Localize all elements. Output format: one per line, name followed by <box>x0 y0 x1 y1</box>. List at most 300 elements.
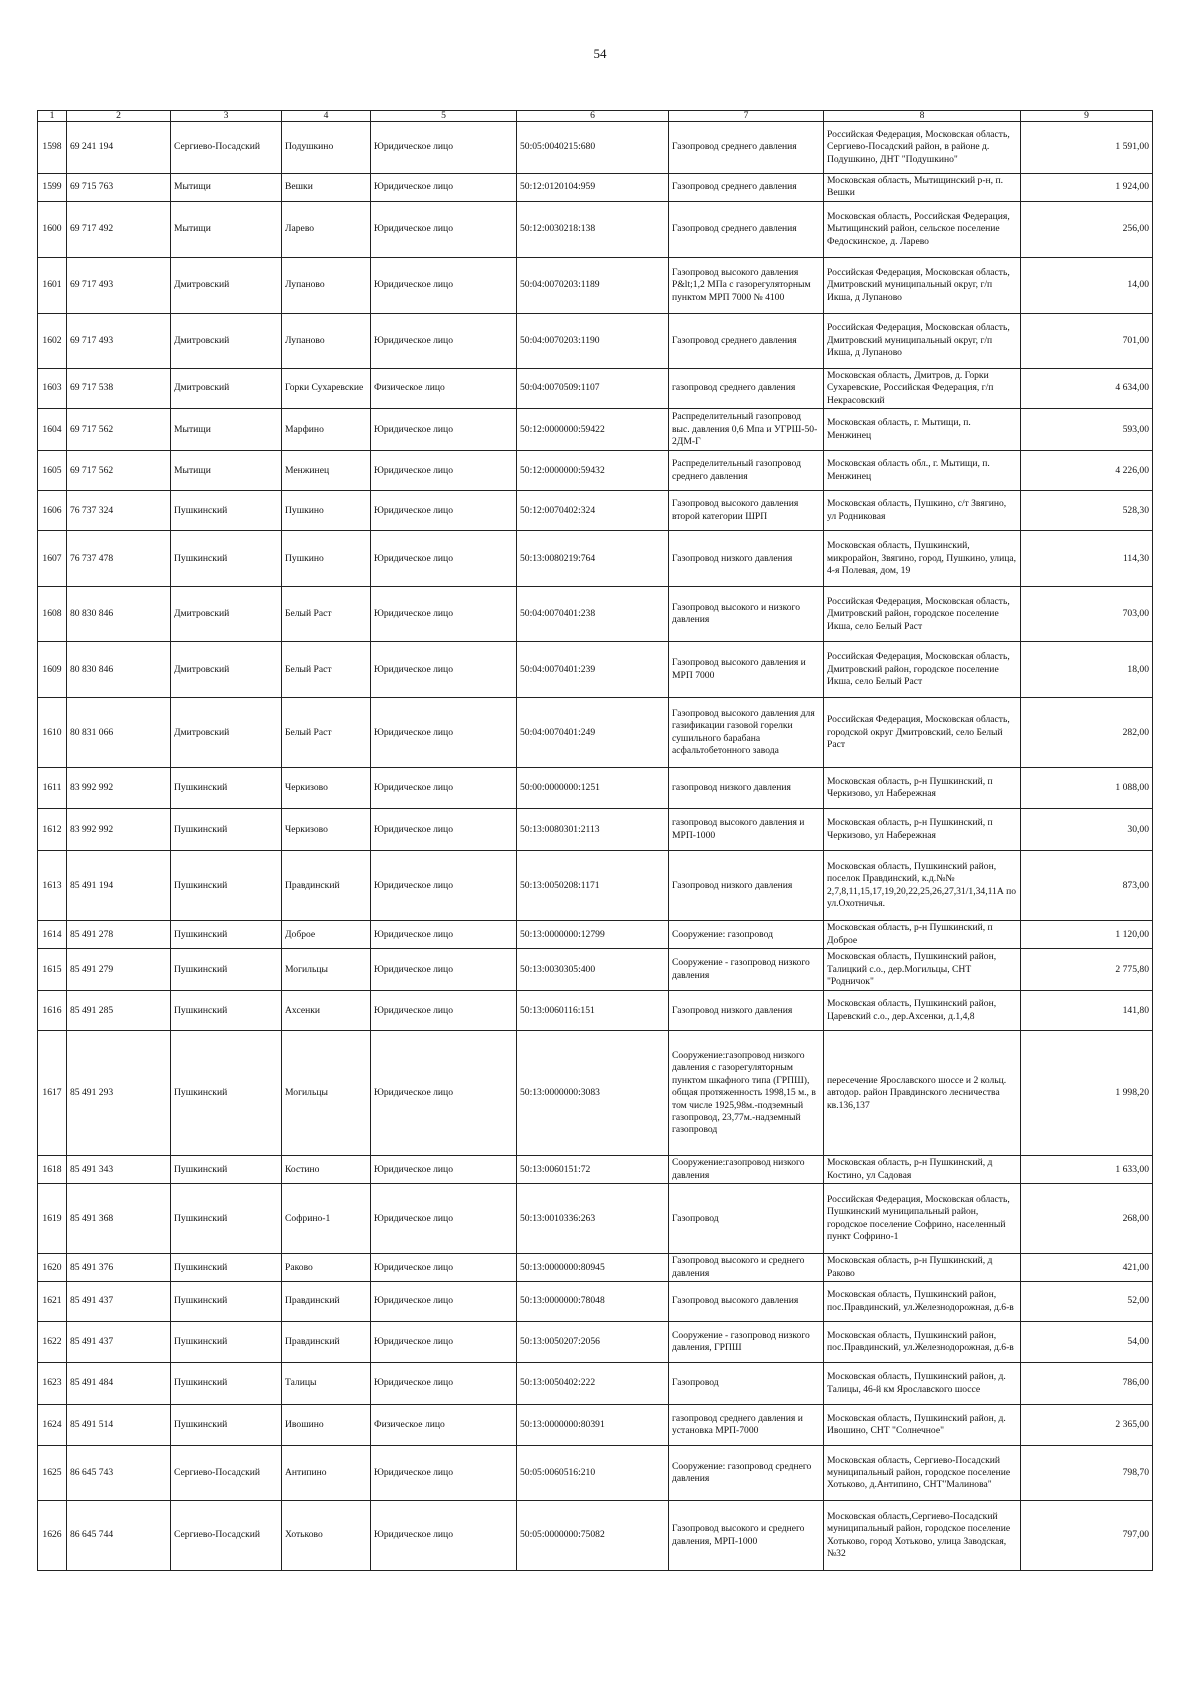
table-row <box>38 313 1153 368</box>
table-row <box>38 122 1153 174</box>
cadastral-number-cell: 50:12:0000000:59422 <box>517 409 669 451</box>
district-cell: Пушкинский <box>171 491 282 531</box>
table-row <box>38 949 1153 991</box>
okato-code-cell: 85 491 293 <box>67 1031 171 1156</box>
cadastral-number-cell: 50:13:0060151:72 <box>517 1156 669 1184</box>
district-cell: Пушкинский <box>171 1031 282 1156</box>
column-number: 5 <box>371 111 517 122</box>
object-name-cell: газопровод среднего давления и установка МРП-7000 <box>669 1405 824 1446</box>
district-cell: Сергиево-Посадский <box>171 1501 282 1571</box>
owner-type-cell: Юридическое лицо <box>371 201 517 257</box>
owner-type-cell: Юридическое лицо <box>371 768 517 809</box>
address-cell: Московская область, р-н Пушкинский, п Доброе <box>824 921 1021 949</box>
owner-type-cell: Юридическое лицо <box>371 1254 517 1282</box>
okato-code-cell: 76 737 478 <box>67 531 171 587</box>
okato-code-cell: 85 491 279 <box>67 949 171 991</box>
address-cell: Московская область, Пушкинский район, д. Талицы, 46-й км Ярославского шоссе <box>824 1363 1021 1405</box>
okato-code-cell: 80 830 846 <box>67 587 171 642</box>
row-number-cell: 1621 <box>38 1282 67 1322</box>
cadastral-number-cell: 50:13:0010336:263 <box>517 1184 669 1254</box>
owner-type-cell: Юридическое лицо <box>371 921 517 949</box>
okato-code-cell: 85 491 194 <box>67 851 171 921</box>
object-name-cell: Сооружение - газопровод низкого давления <box>669 949 824 991</box>
object-name-cell: Газопровод высокого давления и МРП 7000 <box>669 642 824 698</box>
okato-code-cell: 80 831 066 <box>67 698 171 768</box>
cadastral-number-cell: 50:04:0070203:1189 <box>517 257 669 313</box>
column-number: 7 <box>669 111 824 122</box>
length-value-cell: 2 775,80 <box>1021 949 1153 991</box>
district-cell: Мытищи <box>171 409 282 451</box>
table-row <box>38 642 1153 698</box>
row-number-cell: 1626 <box>38 1501 67 1571</box>
settlement-cell: Костино <box>282 1156 371 1184</box>
row-number-cell: 1607 <box>38 531 67 587</box>
settlement-cell: Талицы <box>282 1363 371 1405</box>
row-number-cell: 1613 <box>38 851 67 921</box>
okato-code-cell: 76 737 324 <box>67 491 171 531</box>
object-name-cell: Сооружение: газопровод среднего давления <box>669 1446 824 1501</box>
address-cell: Московская область, Пушкинский район, д. Ивошино, СНТ "Солнечное" <box>824 1405 1021 1446</box>
object-name-cell: Газопровод высокого давления <box>669 1282 824 1322</box>
cadastral-number-cell: 50:13:0060116:151 <box>517 991 669 1031</box>
owner-type-cell: Юридическое лицо <box>371 1184 517 1254</box>
owner-type-cell: Юридическое лицо <box>371 991 517 1031</box>
length-value-cell: 1 924,00 <box>1021 174 1153 202</box>
cadastral-number-cell: 50:05:0060516:210 <box>517 1446 669 1501</box>
settlement-cell: Белый Раст <box>282 587 371 642</box>
length-value-cell: 2 365,00 <box>1021 1405 1153 1446</box>
row-number-cell: 1624 <box>38 1405 67 1446</box>
row-number-cell: 1625 <box>38 1446 67 1501</box>
address-cell: Московская область, Пушкинский район, пос.Правдинский, ул.Железнодорожная, д.6-в <box>824 1322 1021 1363</box>
table-row <box>38 1322 1153 1363</box>
table-row <box>38 491 1153 531</box>
column-number: 9 <box>1021 111 1153 122</box>
owner-type-cell: Юридическое лицо <box>371 122 517 174</box>
row-number-cell: 1619 <box>38 1184 67 1254</box>
owner-type-cell: Юридическое лицо <box>371 531 517 587</box>
district-cell: Мытищи <box>171 174 282 202</box>
okato-code-cell: 69 717 562 <box>67 451 171 491</box>
object-name-cell: Газопровод высокого и среднего давления <box>669 1254 824 1282</box>
object-name-cell: Газопровод высокого давления второй категории ШРП <box>669 491 824 531</box>
length-value-cell: 1 633,00 <box>1021 1156 1153 1184</box>
district-cell: Мытищи <box>171 201 282 257</box>
owner-type-cell: Юридическое лицо <box>371 491 517 531</box>
table-row <box>38 809 1153 851</box>
okato-code-cell: 85 491 437 <box>67 1322 171 1363</box>
settlement-cell: Подушкино <box>282 122 371 174</box>
row-number-cell: 1620 <box>38 1254 67 1282</box>
district-cell: Пушкинский <box>171 1184 282 1254</box>
address-cell: Московская область, Пушкинский район, поселок Правдинский, к.д.№№ 2,7,8,11,15,17,19,20,22,25,26,27,31/1,34,11А по ул.Охотничья. <box>824 851 1021 921</box>
cadastral-number-cell: 50:13:0080301:2113 <box>517 809 669 851</box>
owner-type-cell: Юридическое лицо <box>371 313 517 368</box>
owner-type-cell: Юридическое лицо <box>371 1501 517 1571</box>
cadastral-number-cell: 50:00:0000000:1251 <box>517 768 669 809</box>
cadastral-number-cell: 50:13:0000000:78048 <box>517 1282 669 1322</box>
length-value-cell: 30,00 <box>1021 809 1153 851</box>
address-cell: Российская Федерация, Московская область, Дмитровский район, городское поселение Икша, село Белый Раст <box>824 642 1021 698</box>
length-value-cell: 873,00 <box>1021 851 1153 921</box>
cadastral-number-cell: 50:04:0070401:238 <box>517 587 669 642</box>
object-name-cell: Газопровод среднего давления <box>669 313 824 368</box>
object-name-cell: Газопровод среднего давления <box>669 174 824 202</box>
address-cell: Московская область, Сергиево-Посадский муниципальный район, городское поселение Хотьково, д.Антипино, СНТ"Малинова" <box>824 1446 1021 1501</box>
okato-code-cell: 83 992 992 <box>67 768 171 809</box>
district-cell: Дмитровский <box>171 257 282 313</box>
table-row <box>38 851 1153 921</box>
owner-type-cell: Юридическое лицо <box>371 698 517 768</box>
district-cell: Пушкинский <box>171 949 282 991</box>
table-row <box>38 1184 1153 1254</box>
length-value-cell: 4 634,00 <box>1021 368 1153 408</box>
okato-code-cell: 85 491 484 <box>67 1363 171 1405</box>
settlement-cell: Правдинский <box>282 1282 371 1322</box>
object-name-cell: Распределительный газопровод среднего давления <box>669 451 824 491</box>
cadastral-number-cell: 50:05:0000000:75082 <box>517 1501 669 1571</box>
okato-code-cell: 85 491 376 <box>67 1254 171 1282</box>
address-cell: Российская Федерация, Московская область, Сергиево-Посадский район, в районе д. Подушкино, ДНТ "Подушкино" <box>824 122 1021 174</box>
settlement-cell: Хотьково <box>282 1501 371 1571</box>
address-cell: Российская Федерация, Московская область, Пушкинский муниципальный район, городское поселение Софрино, населенный пункт Софрино-1 <box>824 1184 1021 1254</box>
address-cell: Московская область, Мытищинский р-н, п. Вешки <box>824 174 1021 202</box>
object-name-cell: Сооружение:газопровод низкого давления с газорегуляторным пунктом шкафного типа (ГРПШ), общая протяженность 1998,15 м., в том числе 1925,98м.-подземный газопровод, 23,77м.-надземный газопровод <box>669 1031 824 1156</box>
district-cell: Сергиево-Посадский <box>171 1446 282 1501</box>
object-name-cell: Газопровод высокого и среднего давления, МРП-1000 <box>669 1501 824 1571</box>
district-cell: Пушкинский <box>171 1322 282 1363</box>
row-number-cell: 1615 <box>38 949 67 991</box>
owner-type-cell: Юридическое лицо <box>371 809 517 851</box>
length-value-cell: 282,00 <box>1021 698 1153 768</box>
settlement-cell: Горки Сухаревские <box>282 368 371 408</box>
okato-code-cell: 80 830 846 <box>67 642 171 698</box>
district-cell: Пушкинский <box>171 768 282 809</box>
register-body <box>38 122 1153 1571</box>
settlement-cell: Софрино-1 <box>282 1184 371 1254</box>
table-row <box>38 531 1153 587</box>
address-cell: Московская область, р-н Пушкинский, д Раково <box>824 1254 1021 1282</box>
settlement-cell: Черкизово <box>282 809 371 851</box>
cadastral-number-cell: 50:12:0120104:959 <box>517 174 669 202</box>
row-number-cell: 1608 <box>38 587 67 642</box>
table-row <box>38 368 1153 408</box>
settlement-cell: Лупаново <box>282 257 371 313</box>
owner-type-cell: Юридическое лицо <box>371 1031 517 1156</box>
row-number-cell: 1614 <box>38 921 67 949</box>
district-cell: Мытищи <box>171 451 282 491</box>
owner-type-cell: Юридическое лицо <box>371 587 517 642</box>
row-number-cell: 1623 <box>38 1363 67 1405</box>
district-cell: Пушкинский <box>171 809 282 851</box>
object-name-cell: Газопровод среднего давления <box>669 201 824 257</box>
length-value-cell: 18,00 <box>1021 642 1153 698</box>
object-name-cell: Газопровод высокого давления P&lt;1,2 МПа с газорегуляторным пунктом МРП 7000 № 4100 <box>669 257 824 313</box>
object-name-cell: газопровод среднего давления <box>669 368 824 408</box>
object-name-cell: Газопровод низкого давления <box>669 851 824 921</box>
table-row <box>38 201 1153 257</box>
owner-type-cell: Физическое лицо <box>371 1405 517 1446</box>
row-number-cell: 1601 <box>38 257 67 313</box>
object-name-cell: Газопровод низкого давления <box>669 991 824 1031</box>
object-name-cell: Газопровод высокого давления для газификации газовой горелки сушильного барабана асфальтобетонного завода <box>669 698 824 768</box>
object-name-cell: Сооружение:газопровод низкого давления <box>669 1156 824 1184</box>
settlement-cell: Менжинец <box>282 451 371 491</box>
address-cell: Московская область, Дмитров, д. Горки Сухаревские, Российская Федерация, г/п Некрасовский <box>824 368 1021 408</box>
okato-code-cell: 69 715 763 <box>67 174 171 202</box>
okato-code-cell: 85 491 343 <box>67 1156 171 1184</box>
district-cell: Дмитровский <box>171 587 282 642</box>
length-value-cell: 1 120,00 <box>1021 921 1153 949</box>
settlement-cell: Марфино <box>282 409 371 451</box>
cadastral-number-cell: 50:05:0040215:680 <box>517 122 669 174</box>
object-name-cell: Газопровод низкого давления <box>669 531 824 587</box>
cadastral-number-cell: 50:13:0050402:222 <box>517 1363 669 1405</box>
okato-code-cell: 86 645 743 <box>67 1446 171 1501</box>
row-number-cell: 1605 <box>38 451 67 491</box>
length-value-cell: 14,00 <box>1021 257 1153 313</box>
length-value-cell: 703,00 <box>1021 587 1153 642</box>
address-cell: Российская Федерация, Московская область, Дмитровский район, городское поселение Икша, село Белый Раст <box>824 587 1021 642</box>
okato-code-cell: 69 717 562 <box>67 409 171 451</box>
address-cell: Московская область, р-н Пушкинский, д Костино, ул Садовая <box>824 1156 1021 1184</box>
settlement-cell: Правдинский <box>282 1322 371 1363</box>
okato-code-cell: 85 491 285 <box>67 991 171 1031</box>
settlement-cell: Доброе <box>282 921 371 949</box>
table-row <box>38 1282 1153 1322</box>
cadastral-number-cell: 50:04:0070509:1107 <box>517 368 669 408</box>
district-cell: Дмитровский <box>171 698 282 768</box>
address-cell: Московская область, Российская Федерация, Мытищинский район, сельское поселение Федоскинское, д. Ларево <box>824 201 1021 257</box>
cadastral-number-cell: 50:13:0000000:80391 <box>517 1405 669 1446</box>
length-value-cell: 268,00 <box>1021 1184 1153 1254</box>
object-name-cell: Газопровод среднего давления <box>669 122 824 174</box>
okato-code-cell: 85 491 514 <box>67 1405 171 1446</box>
settlement-cell: Ларево <box>282 201 371 257</box>
length-value-cell: 141,80 <box>1021 991 1153 1031</box>
length-value-cell: 1 591,00 <box>1021 122 1153 174</box>
object-name-cell: Газопровод <box>669 1363 824 1405</box>
object-name-cell: Газопровод высокого и низкого давления <box>669 587 824 642</box>
table-row <box>38 698 1153 768</box>
length-value-cell: 256,00 <box>1021 201 1153 257</box>
address-cell: Московская область,Сергиево-Посадский муниципальный район, городское поселение Хотьково, город Хотьково, улица Заводская, №32 <box>824 1501 1021 1571</box>
settlement-cell: Пушкино <box>282 491 371 531</box>
cadastral-number-cell: 50:13:0000000:12799 <box>517 921 669 949</box>
owner-type-cell: Юридическое лицо <box>371 1282 517 1322</box>
cadastral-number-cell: 50:13:0000000:3083 <box>517 1031 669 1156</box>
owner-type-cell: Юридическое лицо <box>371 851 517 921</box>
settlement-cell: Черкизово <box>282 768 371 809</box>
address-cell: Московская область, г. Мытищи, п. Менжинец <box>824 409 1021 451</box>
district-cell: Пушкинский <box>171 851 282 921</box>
cadastral-number-cell: 50:13:0080219:764 <box>517 531 669 587</box>
okato-code-cell: 83 992 992 <box>67 809 171 851</box>
row-number-cell: 1617 <box>38 1031 67 1156</box>
owner-type-cell: Юридическое лицо <box>371 1322 517 1363</box>
okato-code-cell: 86 645 744 <box>67 1501 171 1571</box>
district-cell: Пушкинский <box>171 1156 282 1184</box>
table-row <box>38 1446 1153 1501</box>
row-number-cell: 1610 <box>38 698 67 768</box>
settlement-cell: Белый Раст <box>282 698 371 768</box>
table-row <box>38 1254 1153 1282</box>
register-table <box>37 110 1153 1571</box>
length-value-cell: 114,30 <box>1021 531 1153 587</box>
length-value-cell: 701,00 <box>1021 313 1153 368</box>
column-number: 2 <box>67 111 171 122</box>
owner-type-cell: Юридическое лицо <box>371 949 517 991</box>
object-name-cell: Распределительный газопровод выс. давления 0,6 Мпа и УГРШ-50-2ДМ-Г <box>669 409 824 451</box>
length-value-cell: 54,00 <box>1021 1322 1153 1363</box>
settlement-cell: Ахсенки <box>282 991 371 1031</box>
owner-type-cell: Юридическое лицо <box>371 1446 517 1501</box>
address-cell: пересечение Ярославского шоссе и 2 кольц. автодор. район Правдинского лесничества кв.136,137 <box>824 1031 1021 1156</box>
length-value-cell: 4 226,00 <box>1021 451 1153 491</box>
owner-type-cell: Юридическое лицо <box>371 257 517 313</box>
address-cell: Московская область, Пушкинский район, Царевский с.о., дер.Ахсенки, д.1,4,8 <box>824 991 1021 1031</box>
owner-type-cell: Юридическое лицо <box>371 1156 517 1184</box>
cadastral-number-cell: 50:04:0070401:239 <box>517 642 669 698</box>
table-row <box>38 451 1153 491</box>
table-row <box>38 587 1153 642</box>
row-number-cell: 1612 <box>38 809 67 851</box>
length-value-cell: 421,00 <box>1021 1254 1153 1282</box>
address-cell: Российская Федерация, Московская область, Дмитровский муниципальный округ, г/п Икша, д Лупаново <box>824 313 1021 368</box>
okato-code-cell: 69 717 492 <box>67 201 171 257</box>
address-cell: Московская область, Пушкинский район, пос.Правдинский, ул.Железнодорожная, д.6-в <box>824 1282 1021 1322</box>
length-value-cell: 528,30 <box>1021 491 1153 531</box>
row-number-cell: 1609 <box>38 642 67 698</box>
length-value-cell: 1 998,20 <box>1021 1031 1153 1156</box>
table-row <box>38 409 1153 451</box>
object-name-cell: газопровод высокого давления и МРП-1000 <box>669 809 824 851</box>
address-cell: Московская область, Пушкино, с/т Звягино, ул Родниковая <box>824 491 1021 531</box>
settlement-cell: Белый Раст <box>282 642 371 698</box>
okato-code-cell: 69 717 538 <box>67 368 171 408</box>
row-number-cell: 1611 <box>38 768 67 809</box>
row-number-cell: 1598 <box>38 122 67 174</box>
cadastral-number-cell: 50:12:0070402:324 <box>517 491 669 531</box>
okato-code-cell: 85 491 278 <box>67 921 171 949</box>
district-cell: Дмитровский <box>171 313 282 368</box>
table-row <box>38 1501 1153 1571</box>
owner-type-cell: Юридическое лицо <box>371 174 517 202</box>
cadastral-number-cell: 50:12:0030218:138 <box>517 201 669 257</box>
settlement-cell: Вешки <box>282 174 371 202</box>
table-row <box>38 991 1153 1031</box>
cadastral-number-cell: 50:13:0050208:1171 <box>517 851 669 921</box>
settlement-cell: Антипино <box>282 1446 371 1501</box>
district-cell: Пушкинский <box>171 1254 282 1282</box>
table-row <box>38 1156 1153 1184</box>
cadastral-number-cell: 50:13:0000000:80945 <box>517 1254 669 1282</box>
row-number-cell: 1616 <box>38 991 67 1031</box>
column-number: 8 <box>824 111 1021 122</box>
object-name-cell: Сооружение: газопровод <box>669 921 824 949</box>
okato-code-cell: 85 491 437 <box>67 1282 171 1322</box>
address-cell: Московская область, Пушкинский район, Талицкий с.о., дер.Могильцы, СНТ "Родничок" <box>824 949 1021 991</box>
district-cell: Пушкинский <box>171 991 282 1031</box>
district-cell: Пушкинский <box>171 921 282 949</box>
table-row <box>38 1031 1153 1156</box>
row-number-cell: 1606 <box>38 491 67 531</box>
object-name-cell: газопровод низкого давления <box>669 768 824 809</box>
settlement-cell: Могильцы <box>282 1031 371 1156</box>
row-number-cell: 1604 <box>38 409 67 451</box>
address-cell: Московская область обл., г. Мытищи, п. Менжинец <box>824 451 1021 491</box>
okato-code-cell: 69 717 493 <box>67 313 171 368</box>
length-value-cell: 797,00 <box>1021 1501 1153 1571</box>
owner-type-cell: Юридическое лицо <box>371 409 517 451</box>
owner-type-cell: Юридическое лицо <box>371 642 517 698</box>
cadastral-number-cell: 50:13:0050207:2056 <box>517 1322 669 1363</box>
row-number-cell: 1603 <box>38 368 67 408</box>
district-cell: Пушкинский <box>171 1405 282 1446</box>
district-cell: Дмитровский <box>171 642 282 698</box>
length-value-cell: 593,00 <box>1021 409 1153 451</box>
cadastral-number-cell: 50:04:0070203:1190 <box>517 313 669 368</box>
length-value-cell: 52,00 <box>1021 1282 1153 1322</box>
address-cell: Московская область, р-н Пушкинский, п Черкизово, ул Набережная <box>824 768 1021 809</box>
row-number-cell: 1602 <box>38 313 67 368</box>
district-cell: Сергиево-Посадский <box>171 122 282 174</box>
length-value-cell: 798,70 <box>1021 1446 1153 1501</box>
address-cell: Московская область, р-н Пушкинский, п Черкизово, ул Набережная <box>824 809 1021 851</box>
table-row <box>38 174 1153 202</box>
column-number-row <box>38 111 1153 122</box>
okato-code-cell: 69 241 194 <box>67 122 171 174</box>
settlement-cell: Могильцы <box>282 949 371 991</box>
table-row <box>38 1363 1153 1405</box>
table-row <box>38 768 1153 809</box>
row-number-cell: 1618 <box>38 1156 67 1184</box>
table-row <box>38 1405 1153 1446</box>
owner-type-cell: Физическое лицо <box>371 368 517 408</box>
table-row <box>38 257 1153 313</box>
address-cell: Российская Федерация, Московская область, городской округ Дмитровский, село Белый Раст <box>824 698 1021 768</box>
object-name-cell: Сооружение - газопровод низкого давления, ГРПШ <box>669 1322 824 1363</box>
page-number: 54 <box>593 46 607 61</box>
district-cell: Пушкинский <box>171 531 282 587</box>
cadastral-number-cell: 50:12:0000000:59432 <box>517 451 669 491</box>
settlement-cell: Раково <box>282 1254 371 1282</box>
object-name-cell: Газопровод <box>669 1184 824 1254</box>
address-cell: Российская Федерация, Московская область, Дмитровский муниципальный округ, г/п Икша, д Лупаново <box>824 257 1021 313</box>
settlement-cell: Ивошино <box>282 1405 371 1446</box>
table-row <box>38 921 1153 949</box>
district-cell: Дмитровский <box>171 368 282 408</box>
address-cell: Московская область, Пушкинский, микрорайон, Звягино, город, Пушкино, улица, 4-я Полевая, дом, 19 <box>824 531 1021 587</box>
column-number: 6 <box>517 111 669 122</box>
row-number-cell: 1600 <box>38 201 67 257</box>
cadastral-number-cell: 50:04:0070401:249 <box>517 698 669 768</box>
length-value-cell: 1 088,00 <box>1021 768 1153 809</box>
length-value-cell: 786,00 <box>1021 1363 1153 1405</box>
settlement-cell: Пушкино <box>282 531 371 587</box>
column-number: 3 <box>171 111 282 122</box>
settlement-cell: Лупаново <box>282 313 371 368</box>
owner-type-cell: Юридическое лицо <box>371 451 517 491</box>
okato-code-cell: 85 491 368 <box>67 1184 171 1254</box>
district-cell: Пушкинский <box>171 1282 282 1322</box>
district-cell: Пушкинский <box>171 1363 282 1405</box>
settlement-cell: Правдинский <box>282 851 371 921</box>
okato-code-cell: 69 717 493 <box>67 257 171 313</box>
column-number: 4 <box>282 111 371 122</box>
cadastral-number-cell: 50:13:0030305:400 <box>517 949 669 991</box>
row-number-cell: 1622 <box>38 1322 67 1363</box>
